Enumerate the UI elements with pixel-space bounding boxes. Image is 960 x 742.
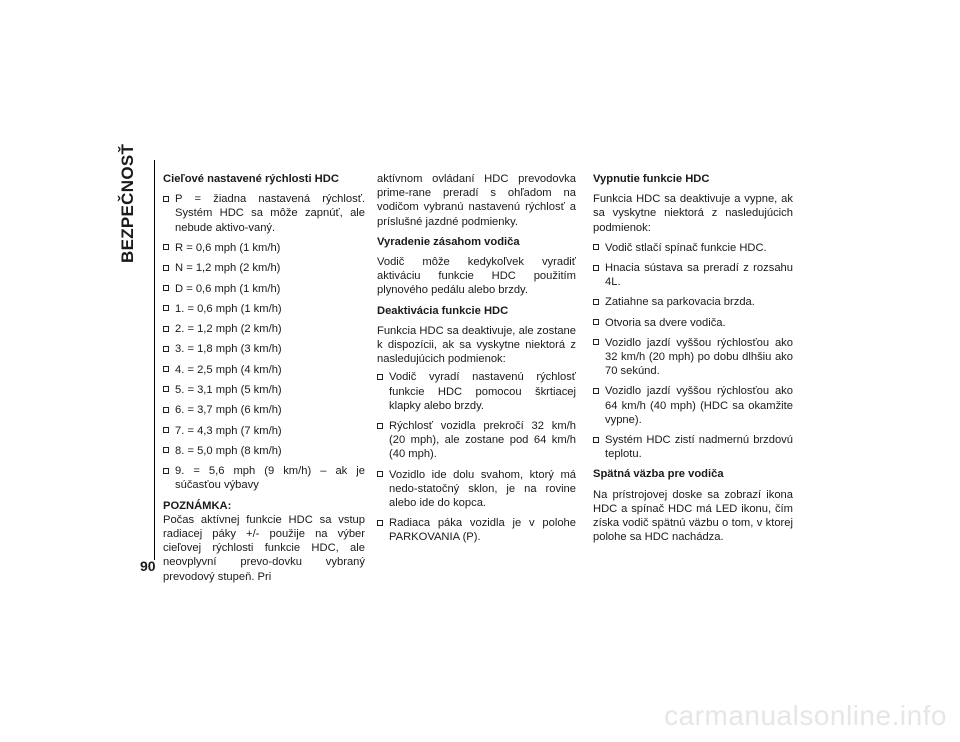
checkbox-bullet-icon <box>163 305 169 311</box>
list-item: P = žiadna nastavená rýchlosť. Systém HDC sa môže zapnúť, ale nebude aktivo-vaný. <box>163 192 365 235</box>
checkbox-bullet-icon <box>377 374 383 380</box>
paragraph-intro: aktívnom ovládaní HDC prevodovka prime-rane preradí s ohľadom na vodičom vybranú nastavenú rýchlosť a príslušné jazdné podmienky. <box>377 173 576 228</box>
list-item: Systém HDC zistí nadmernú brzdovú teplotu. <box>593 433 793 461</box>
checkbox-bullet-icon <box>593 339 599 345</box>
list-item: Otvoria sa dvere vodiča. <box>593 316 793 330</box>
note-heading: POZNÁMKA: <box>163 499 232 512</box>
checkbox-bullet-icon <box>163 386 169 392</box>
list-item: 9. = 5,6 mph (9 km/h) – ak je súčasťou výbavy <box>163 464 365 492</box>
list-item: 3. = 1,8 mph (3 km/h) <box>163 342 365 356</box>
checkbox-bullet-icon <box>163 366 169 372</box>
heading-deactivation: Deaktivácia funkcie HDC <box>377 304 509 317</box>
list-item: 1. = 0,6 mph (1 km/h) <box>163 302 365 316</box>
checkbox-bullet-icon <box>163 326 169 332</box>
list-item: Zatiahne sa parkovacia brzda. <box>593 295 793 309</box>
checkbox-bullet-icon <box>163 285 169 291</box>
paragraph-shutdown: Funkcia HDC sa deaktivuje a vypne, ak sa vyskytne niektorá z nasledujúcich podmienok: <box>593 193 793 234</box>
checkbox-bullet-icon <box>593 244 599 250</box>
paragraph-deactivation: Funkcia HDC sa deaktivuje, ale zostane k dispozícii, ak sa vyskytne niektorá z nasledujúcich podmienok: <box>377 324 576 366</box>
checkbox-bullet-icon <box>593 299 599 305</box>
heading-shutdown: Vypnutie funkcie HDC <box>593 173 710 185</box>
list-item: Hnacia sústava sa preradí z rozsahu 4L. <box>593 261 793 289</box>
list-item: D = 0,6 mph (1 km/h) <box>163 282 365 296</box>
section-label: BEZPEČNOSŤ <box>118 143 137 263</box>
checkbox-bullet-icon <box>593 388 599 394</box>
checkbox-bullet-icon <box>593 437 599 443</box>
checkbox-bullet-icon <box>163 265 169 271</box>
list-item: N = 1,2 mph (2 km/h) <box>163 261 365 275</box>
section-divider <box>154 160 155 560</box>
checkbox-bullet-icon <box>163 427 169 433</box>
list-item: Rýchlosť vozidla prekročí 32 km/h (20 mph), ale zostane pod 64 km/h (40 mph). <box>377 419 576 462</box>
list-item: Vozidlo jazdí vyššou rýchlosťou ako 64 km/h (40 mph) (HDC sa okamžite vypne). <box>593 384 793 427</box>
checkbox-bullet-icon <box>163 468 169 474</box>
checkbox-bullet-icon <box>163 447 169 453</box>
list-item: Vodič vyradí nastavenú rýchlosť funkcie HDC pomocou škrtiacej klapky alebo brzdy. <box>377 370 576 413</box>
list-item: 8. = 5,0 mph (8 km/h) <box>163 444 365 458</box>
checkbox-bullet-icon <box>163 196 169 202</box>
paragraph-driver-feedback: Na prístrojovej doske sa zobrazí ikona HDC a spínač HDC má LED ikonu, čím získa vodič spätnú väzbu o tom, v ktorej polohe sa HDC nachádza. <box>593 488 793 544</box>
checkbox-bullet-icon <box>377 471 383 477</box>
checkbox-bullet-icon <box>163 407 169 413</box>
checkbox-bullet-icon <box>593 265 599 271</box>
list-item: 2. = 1,2 mph (2 km/h) <box>163 322 365 336</box>
shutdown-list <box>593 241 793 462</box>
list-item: Vozidlo jazdí vyššou rýchlosťou ako 32 km/h (20 mph) po dobu dlhšiu ako 70 sekúnd. <box>593 336 793 379</box>
target-speed-list <box>163 192 365 492</box>
page-number: 90 <box>140 558 156 574</box>
note-text: Počas aktívnej funkcie HDC sa vstup radiacej páky +/- použije na výber cieľovej rýchlosti funkcie HDC, ale neovplyvní prevo-dovku vybraný prevodový stupeň. Pri <box>163 513 365 583</box>
paragraph-driver-override: Vodič môže kedykoľvek vyradiť aktiváciu funkcie HDC použitím plynového pedálu alebo brzdy. <box>377 256 576 297</box>
list-item: Radiaca páka vozidla je v polohe PARKOVANIA (P). <box>377 516 576 544</box>
heading-driver-feedback: Spätná väzba pre vodiča <box>593 468 724 481</box>
checkbox-bullet-icon <box>163 244 169 250</box>
list-item: Vodič stlačí spínač funkcie HDC. <box>593 241 793 255</box>
column-3 <box>593 172 793 550</box>
list-item: 5. = 3,1 mph (5 km/h) <box>163 383 365 397</box>
watermark-text: carmanualsonline.info <box>664 700 947 731</box>
list-item: R = 0,6 mph (1 km/h) <box>163 241 365 255</box>
checkbox-bullet-icon <box>593 319 599 325</box>
column-1 <box>163 172 365 590</box>
deactivation-list <box>377 370 576 544</box>
heading-driver-override: Vyradenie zásahom vodiča <box>377 235 520 248</box>
checkbox-bullet-icon <box>377 423 383 429</box>
heading-target-speeds: Cieľové nastavené rýchlosti HDC <box>163 173 339 185</box>
checkbox-bullet-icon <box>377 520 383 526</box>
list-item: 7. = 4,3 mph (7 km/h) <box>163 424 365 438</box>
list-item: Vozidlo ide dolu svahom, ktorý má nedo-statočný sklon, je na rovine alebo ide do kopca. <box>377 468 576 511</box>
checkbox-bullet-icon <box>163 346 169 352</box>
list-item: 6. = 3,7 mph (6 km/h) <box>163 403 365 417</box>
list-item: 4. = 2,5 mph (4 km/h) <box>163 363 365 377</box>
column-2 <box>377 172 576 551</box>
